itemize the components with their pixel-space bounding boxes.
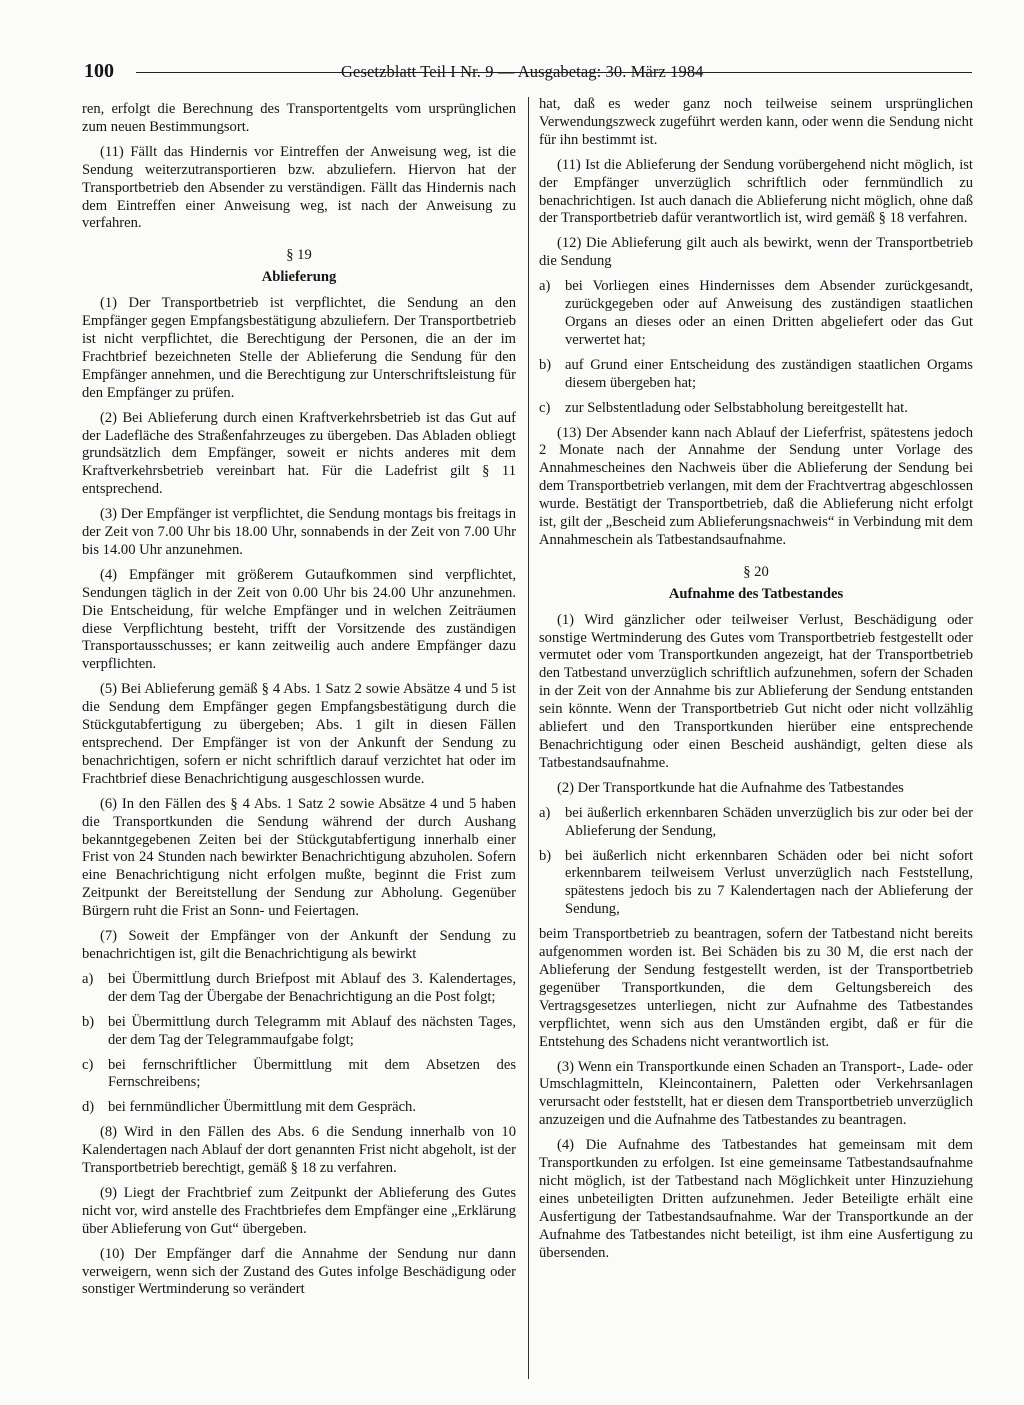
paragraph-1: (1) Wird gänzlicher oder teilweiser Verlust, Beschädigung oder sonstige Wertminderung des Gutes vom Transportbetrieb festgestellt oder vermutet oder vom Transportkunden angezeigt, hat der Transportbetrieb den Tatbestand unverzüglich schriftlich aufzunehmen, sofern der Schaden in der Zeit von der Annahme bis zur Ablieferung der Sendung entstanden sein könnte. Wenn der Transportbetrieb Gut nicht oder nicht vollzählig abliefert und den Transportkunden hierüber eine entsprechende Benachrichtigung oder einen Bescheid aushändigt, gelten diese als Tatbestandsaufnahme. [539,611,973,771]
section-heading-20: § 20 [743,563,769,580]
list-item [82,1057,516,1093]
list-item [539,278,973,350]
list-item-text: zur Selbstentladung oder Selbstabholung bereitgestellt hat. [565,399,908,416]
page-header [78,60,972,82]
list-item [82,971,516,1007]
list-item-label: c) [82,1056,94,1073]
paragraph-3: (3) Der Empfänger ist verpflichtet, die Sendung montags bis freitags in der Zeit von 7.00 Uhr bis 18.00 Uhr, sonnabends in der Zeit von 7.00 Uhr bis 14.00 Uhr anzunehmen. [82,506,516,558]
header-rule [136,72,972,73]
list-item-label: a) [82,970,94,987]
paragraph-continued: hat, daß es weder ganz noch teilweise seinem ursprünglichen Verwendungszweck zugeführt werden kann, oder wenn die Sendung nicht für ihn bestimmt ist. [539,96,973,148]
list-item-label: a) [539,804,551,821]
list-item-label: b) [82,1013,95,1030]
paragraph-11: (11) Fällt das Hindernis vor Eintreffen der Anweisung weg, ist die Sendung weiterzutransportieren bzw. abzuliefern. Hiervon hat der Transportbetrieb den Absender zu verständigen. Fällt das Hindernis nach dem Eintreffen einer Anweisung weg, ist nach der Anweisung zu verfahren. [82,143,516,232]
list-item-text: auf Grund einer Entscheidung des zuständigen staatlichen Orgams diesem übergeben hat; [565,356,973,391]
list-item-label: c) [539,399,551,416]
column-divider [528,97,529,1379]
paragraph-8: (8) Wird in den Fällen des Abs. 6 die Sendung innerhalb von 10 Kalendertagen nach Ablauf der dort genannten Frist nicht abgeholt, ist der Transportbetrieb berechtigt, gemäß § 18 zu verfahren. [82,1124,516,1177]
paragraph-13: (13) Der Absender kann nach Ablauf der Lieferfrist, spätestens jedoch 2 Monate nach der Annahme der Sendung unter Vorlage des Annahmescheines den Nachweis über die Ablieferung der Sendung bei dem Transportbetrieb verlangen, mit dem der Frachtvertrag abgeschlossen wurde. Bestätigt der Transportbetrieb, daß die Ablieferung nicht erfolgt ist, gilt der „Bescheid zum Ablieferungsnachweis“ in Verbindung mit dem Annahmeschein als Tatbestandsaufnahme. [539,424,973,548]
paragraph-2: (2) Bei Ablieferung durch einen Kraftverkehrsbetrieb ist das Gut auf der Ladefläche des Straßenfahrzeuges zu übergeben. Das Abladen obliegt grundsätzlich dem Empfänger, soweit er nichts anderes mit dem Kraftverkehrsbetrieb vereinbart hat. Für die Ladefrist gilt § 11 entsprechend. [82,409,516,498]
list-item [539,848,973,920]
left-column [82,101,516,1306]
paragraph-10: (10) Der Empfänger darf die Annahme der Sendung nur dann verweigern, wenn sich der Zustand des Gutes infolge Beschädigung oder sonstiger Wertminderung so verändert [82,1245,516,1298]
list-item-label: b) [539,356,552,373]
list-item-label: b) [539,847,552,864]
paragraph-1: (1) Der Transportbetrieb ist verpflichtet, die Sendung an den Empfänger gegen Empfangsbestätigung abzuliefern. Der Transportbetrieb ist nicht verpflichtet, die Berechtigung der Personen, die an der im Frachtbrief bezeichneten Stelle der Ablieferung die Sendung für den Empfänger annehmen, und die Berechtigung zur Unterschriftsleistung für den Empfänger zu prüfen. [82,295,516,401]
list-item-label: d) [82,1099,95,1116]
paragraph-2: (2) Der Transportkunde hat die Aufnahme des Tatbestandes [557,779,904,796]
page-number: 100 [84,60,114,82]
list-item [539,357,973,393]
paragraph-2-tail: beim Transportbetrieb zu beantragen, sofern der Tatbestand nicht bereits aufgenommen worden ist. Bei Schäden bis zu 30 M, die erst nach der Ablieferung der Sendung festgestellt werden, ist der Transportbetrieb gegenüber Transportkunden, die dem Geltungsbereich des Vertragsgesetzes unterliegen, nicht zur Aufnahme des Tatbestandes verpflichtet, wenn sich aus den Umständen ergibt, daß er für die Entstehung des Schadens nicht verantwortlich ist. [539,926,973,1050]
running-head: Gesetzblatt Teil I Nr. 9 — Ausgabetag: 30. März 1984 [341,62,704,81]
list-item-text: bei Übermittlung durch Telegramm mit Ablauf des nächsten Tages, der dem Tag der Telegrammaufgabe folgt; [108,1013,516,1048]
paragraph-7: (7) Soweit der Empfänger von der Ankunft der Sendung zu benachrichtigen ist, gilt die Benachrichtigung als bewirkt [82,928,516,962]
list-item-text: bei äußerlich erkennbaren Schäden unverzüglich bis zur oder bei der Ablieferung der Sendung, [565,804,973,839]
paragraph-continued: ren, erfolgt die Berechnung des Transportentgelts vom ursprünglichen zum neuen Bestimmungsort. [82,101,516,135]
list-item [539,400,973,418]
paragraph-12: (12) Die Ablieferung gilt auch als bewirkt, wenn der Transportbetrieb die Sendung [539,235,973,270]
paragraph-3: (3) Wenn ein Transportkunde einen Schaden an Transport-, Lade- oder Umschlagmitteln, Kleincontainern, Paletten oder Verkehrsanlagen verursacht oder feststellt, hat er diesen dem Transportbetrieb unverzüglich anzuzeigen und die Aufnahme des Tatbestandes zu beantragen. [539,1058,973,1129]
list-item-text: bei fernschriftlicher Übermittlung mit dem Absetzen des Fernschreibens; [108,1056,516,1091]
list-item-text: bei fernmündlicher Übermittlung mit dem Gespräch. [108,1099,417,1116]
paragraph-4: (4) Empfänger mit größerem Gutaufkommen sind verpflichtet, Sendungen täglich in der Zeit von 0.00 Uhr bis 24.00 Uhr anzunehmen. Die Entscheidung, für welche Empfänger und in welchen Zeiträumen diese Verpflichtung besteht, trifft der Vorsitzende des zuständigen Transportausschusses; er kann zeitweilig auch andere Empfänger dazu verpflichten. [82,566,516,673]
paragraph-6: (6) In den Fällen des § 4 Abs. 1 Satz 2 sowie Absätze 4 und 5 haben die Transportkunden die Sendung während der durch Aushang bekanntgegebenen Zeiten bei der Stückgutabfertigung innerhalb einer Frist von 24 Stunden nach bewirkter Benachrichtigung abzuholen. Sofern eine Benachrichtigung nicht erfolgen mußte, beginnt die Frist zum Zeitpunkt der Bereitstellung der Sendung zur Abholung. Gegenüber Bürgern ruht die Frist an Sonn- und Feiertagen. [82,795,516,920]
section-title-ablieferung: Ablieferung [261,269,337,286]
list-item [82,1014,516,1050]
section-heading-19: § 19 [286,247,312,264]
section-title-aufnahme: Aufnahme des Tatbestandes [668,585,844,602]
list-item-text: bei äußerlich nicht erkennbaren Schäden oder bei nicht sofort erkennbarem teilweisem Verlust unverzüglich nach Feststellung, spätestens jedoch bis zu 7 Kalendertagen nach der Ablieferung der Sendung, [565,847,973,918]
right-column [539,96,973,1269]
list-item [82,1099,516,1117]
list-item-text: bei Übermittlung durch Briefpost mit Ablauf des 3. Kalendertages, der dem Tag der Übergabe der Benachrichtigung an die Post folgt; [108,970,516,1005]
paragraph-4: (4) Die Aufnahme des Tatbestandes hat gemeinsam mit dem Transportkunden zu erfolgen. Ist eine gemeinsame Tatbestandsaufnahme nicht möglich, ist der Tatbestand nach Möglichkeit unter Hinzuziehung eines unbeteiligten Dritten aufzunehmen. Jeder Beteiligte erhält eine Ausfertigung der Tatbestandsaufnahme. War der Transportkunde an der Aufnahme des Tatbestandes nicht beteiligt, ist ihm eine Ausfertigung zu übersenden. [539,1137,973,1261]
list-item-text: bei Vorliegen eines Hindernisses dem Absender zurückgesandt, zurückgegeben oder auf Anweisung des zuständigen staatlichen Organs an dieses oder an einen Dritten abgeliefert oder das Gut verwertet hat; [565,278,973,348]
paragraph-11: (11) Ist die Ablieferung der Sendung vorübergehend nicht möglich, ist der Empfänger unverzüglich schriftlich oder fernmündlich zu benachrichtigen. Ist auch danach die Ablieferung nicht möglich, ohne daß der Transportbetrieb dafür verantwortlich ist, wird gemäß § 18 verfahren. [539,156,973,227]
paragraph-9: (9) Liegt der Frachtbrief zum Zeitpunkt der Ablieferung des Gutes nicht vor, wird anstelle des Frachtbriefes dem Empfänger eine „Erklärung über Ablieferung von Gut“ übergeben. [82,1184,516,1237]
list-item-label: a) [539,278,551,295]
paragraph-5: (5) Bei Ablieferung gemäß § 4 Abs. 1 Satz 2 sowie Absätze 4 und 5 ist die Sendung dem Empfänger gegen Empfangsbestätigung durch die Stückgutabfertigung zu übergeben; Abs. 1 gilt in diesen Fällen entsprechend. Der Empfänger ist von der Ankunft der Sendung zu benachrichtigen, sofern er nicht schriftlich darauf verzichtet hat oder im Frachtbrief diese Benachrichtigung ausgeschlossen wurde. [82,681,516,787]
list-item [539,805,973,841]
